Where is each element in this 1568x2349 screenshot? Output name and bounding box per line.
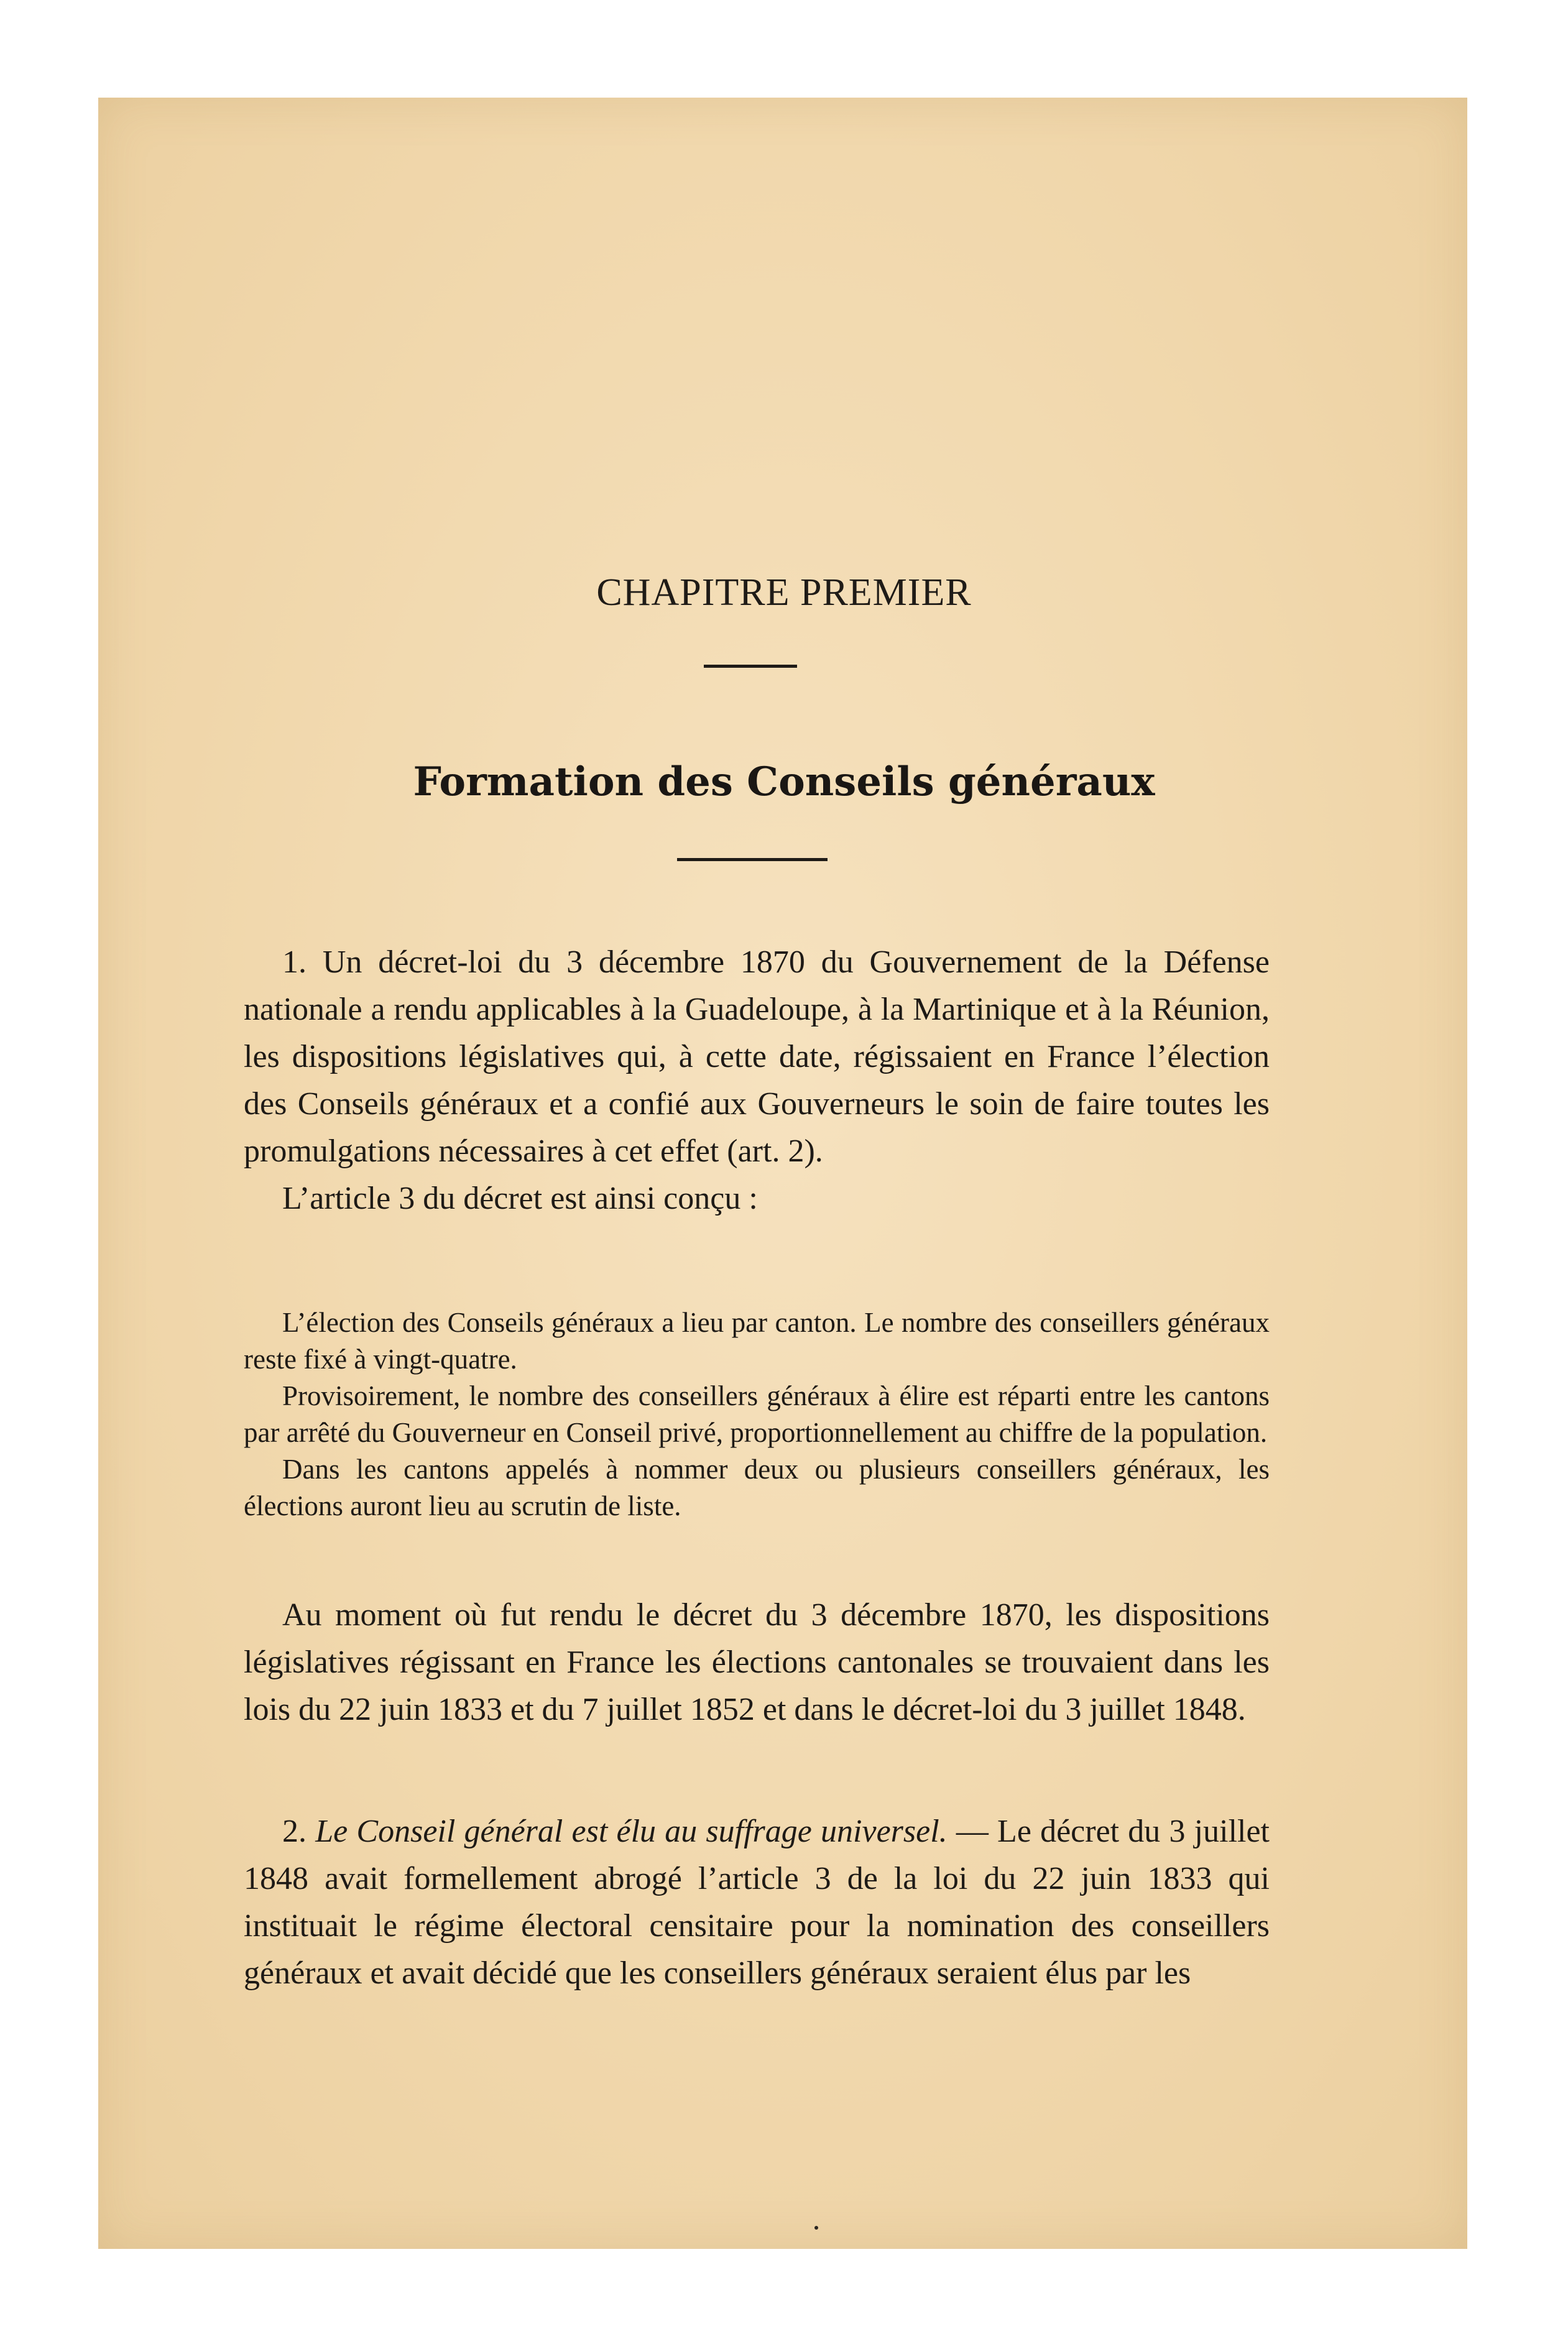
divider-rule-top bbox=[704, 665, 797, 668]
quote-paragraph-3: Dans les cantons appelés à nommer deux ou plusieurs conseillers généraux, les élections auront lieu au scrutin de liste. bbox=[244, 1454, 1270, 1521]
paragraph-2: L’article 3 du décret est ainsi conçu : bbox=[282, 1181, 758, 1216]
chapter-label: CHAPITRE PREMIER bbox=[596, 571, 972, 614]
intro-block bbox=[244, 939, 1270, 1222]
paragraph-4-block bbox=[244, 1808, 1270, 1997]
quote-paragraph-1: L’élection des Conseils généraux a lieu par canton. Le nombre des conseillers généraux reste fixé à vingt-quatre. bbox=[244, 1307, 1270, 1375]
quoted-article bbox=[244, 1304, 1270, 1525]
paragraph-4-heading: Le Conseil général est élu au suffrage universel. bbox=[315, 1814, 948, 1849]
paragraph-3-block bbox=[244, 1592, 1270, 1733]
quote-paragraph-2: Provisoirement, le nombre des conseillers généraux à élire est réparti entre les cantons par arrêté du Gouverneur en Conseil privé, proportionnellement au chiffre de la population. bbox=[244, 1380, 1270, 1448]
paper-speck bbox=[814, 2226, 818, 2230]
chapter-title: Formation des Conseils généraux bbox=[413, 759, 1155, 805]
paragraph-4-text: — Le décret du 3 juillet 1848 avait formellement abrogé l’article 3 de la loi du 22 juin 1833 qui instituait le régime électoral censitaire pour la nomination des conseillers généraux et avait décidé que les conseillers généraux seraient élus par les bbox=[244, 1814, 1270, 1991]
paragraph-4 bbox=[244, 1808, 1270, 1997]
paragraph-1: 1. Un décret-loi du 3 décembre 1870 du Gouvernement de la Défense nationale a rendu applicables à la Guadeloupe, à la Martinique et à la Réunion, les dispositions législatives qui, à cette date, régissaient en France l’élection des Conseils généraux et a confié aux Gouverneurs le soin de faire toutes les promulgations nécessaires à cet effet (art. 2). bbox=[244, 944, 1270, 1169]
divider-rule-bottom bbox=[677, 858, 828, 861]
paragraph-3: Au moment où fut rendu le décret du 3 décembre 1870, les dispositions législatives régissant en France les élections cantonales se trouvaient dans les lois du 22 juin 1833 et du 7 juillet 1852 et dans le décret-loi du 3 juillet 1848. bbox=[244, 1597, 1270, 1727]
paragraph-4-number: 2. bbox=[282, 1814, 307, 1849]
